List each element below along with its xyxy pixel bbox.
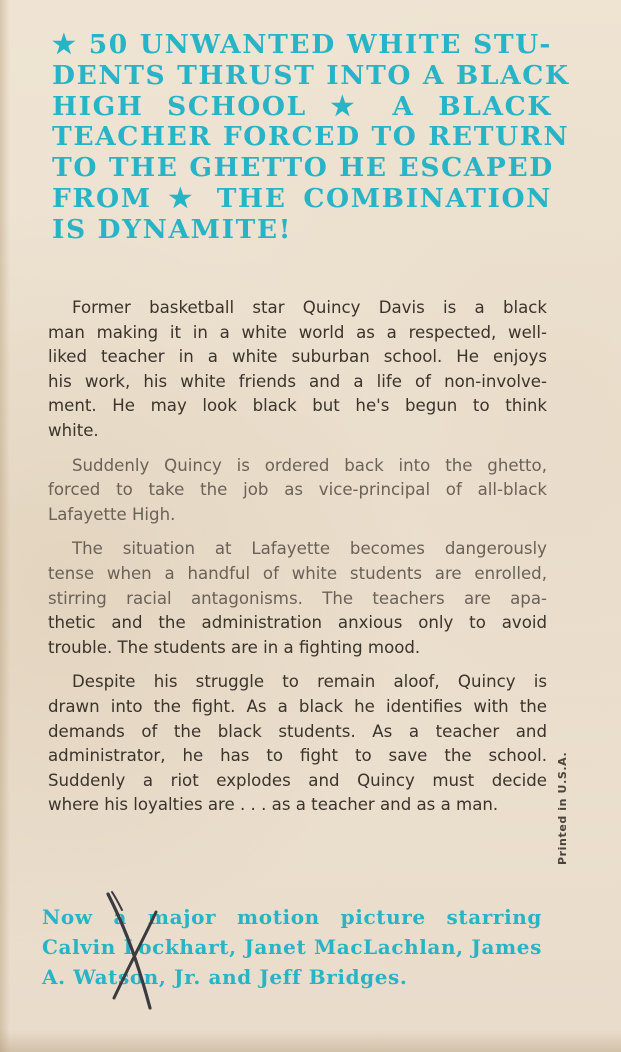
worn-bottom-edge [0, 1030, 621, 1052]
headline-line: FROM ★ THE COMBINATION [52, 182, 552, 214]
headline-line: DENTS THRUST INTO A BLACK [52, 59, 570, 91]
text-line: liked teacher in a white suburban school. He enjoys [48, 347, 547, 367]
text-line: forced to take the job as vice-principal of all-black [48, 480, 547, 500]
text-line: ment. He may look black but he's begun to think [48, 396, 547, 416]
text-line: Suddenly Quincy is ordered back into the ghetto, [72, 455, 547, 475]
headline-line: ★ 50 UNWANTED WHITE STU- [52, 29, 552, 60]
text-line: The situation at Lafayette becomes dangerously [72, 539, 547, 559]
footer-line: Now a major motion picture starring [42, 905, 542, 929]
headline-blurb [52, 29, 570, 246]
text-line: white. [48, 420, 99, 440]
headline-line: TEACHER FORCED TO RETURN [52, 121, 570, 153]
headline-line: TO THE GHETTO HE ESCAPED [52, 152, 554, 184]
footer-line: Calvin Lockhart, Janet MacLachlan, James [42, 935, 542, 959]
synopsis [48, 296, 547, 828]
handwritten-x-mark [98, 888, 168, 1018]
synopsis-paragraph-2 [48, 454, 547, 528]
text-line: demands of the black students. As a teacher and [48, 721, 547, 741]
text-line: administrator, he has to fight to save the school. [48, 746, 547, 766]
synopsis-paragraph-3 [48, 537, 547, 660]
worn-left-edge [0, 0, 10, 1052]
footer-line: A. Watson, Jr. and Jeff Bridges. [42, 965, 408, 989]
text-line: Former basketball star Quincy Davis is a black [72, 298, 547, 317]
synopsis-paragraph-1 [48, 296, 547, 444]
text-line: Lafayette High. [48, 504, 176, 524]
text-line: man making it in a white world as a respected, well- [48, 322, 547, 342]
headline-line: IS DYNAMITE! [52, 213, 292, 245]
text-line: Suddenly a riot explodes and Quincy must decide [48, 770, 547, 790]
text-line: thetic and the administration anxious only to avoid [48, 613, 547, 633]
text-line: his work, his white friends and a life of non-involve- [48, 371, 547, 391]
text-line: where his loyalties are . . . as a teacher and as a man. [48, 795, 499, 815]
synopsis-paragraph-4 [48, 670, 547, 818]
headline-line: HIGH SCHOOL ★ A BLACK [52, 90, 552, 122]
printed-in-note: Printed in U.S.A. [556, 751, 569, 865]
text-line: drawn into the fight. As a black he identifies with the [48, 696, 547, 716]
text-line: Despite his struggle to remain aloof, Quincy is [72, 672, 547, 692]
text-line: stirring racial antagonisms. The teachers are apa- [48, 588, 547, 608]
text-line: trouble. The students are in a fighting mood. [48, 637, 421, 657]
text-line: tense when a handful of white students are enrolled, [48, 563, 547, 583]
